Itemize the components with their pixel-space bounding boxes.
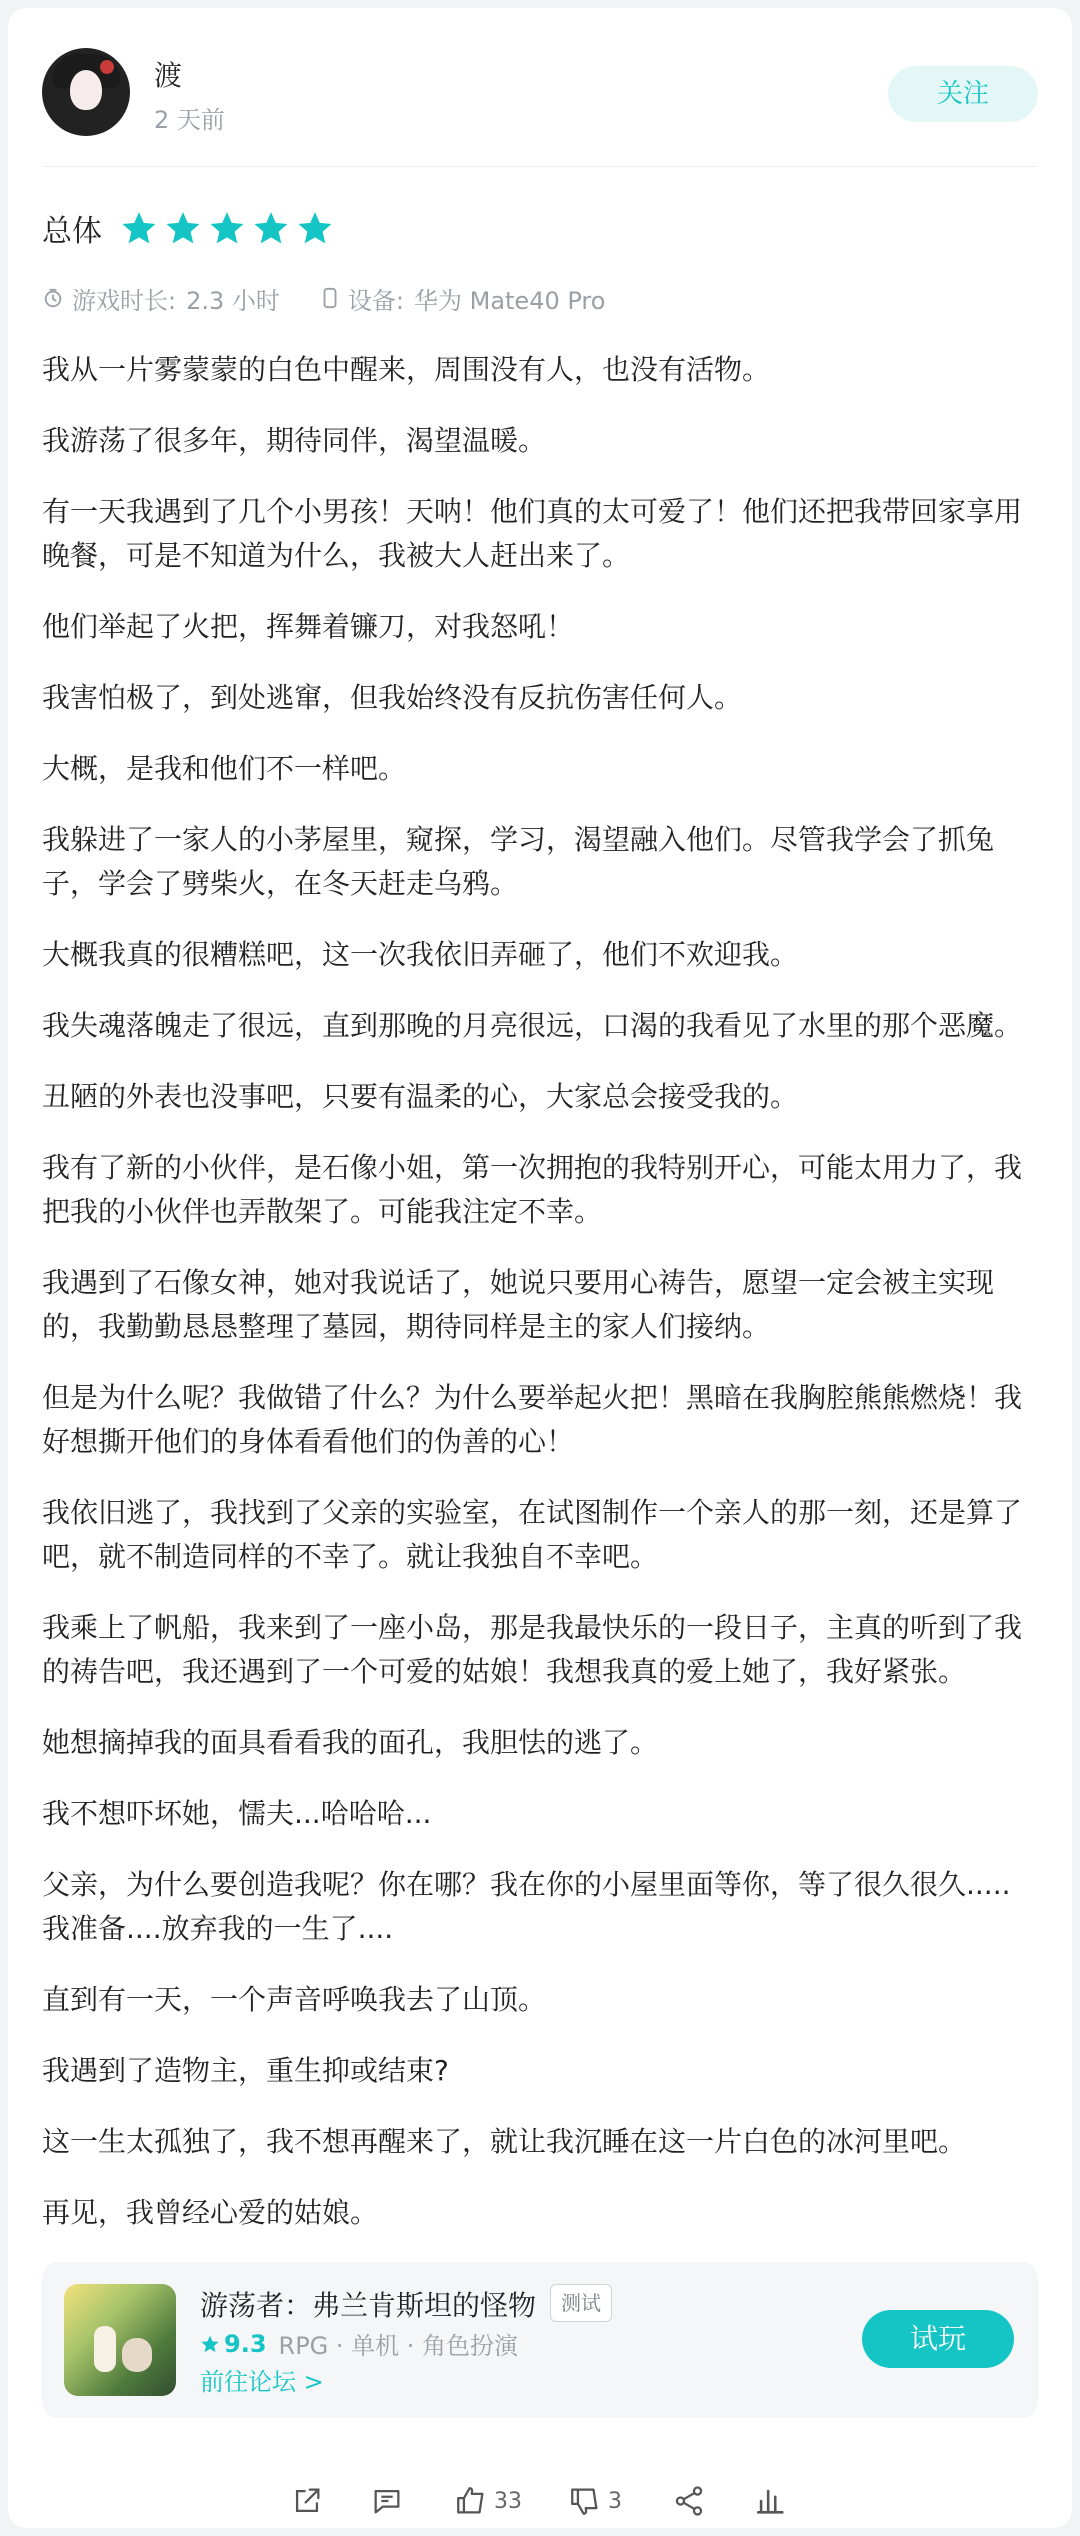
rating-row: [42, 198, 340, 258]
game-info: [200, 2326, 518, 2361]
review-paragraph: 父亲，为什么要创造我呢？你在哪？我在你的小屋里面等你，等了很久很久.....我准备....放弃我的一生了....: [42, 1868, 1011, 1945]
game-title[interactable]: 游荡者：弗兰肯斯坦的怪物: [200, 2289, 537, 2322]
share-out-icon: [290, 2484, 324, 2518]
review-paragraph: 直到有一天，一个声音呼唤我去了山顶。: [42, 1983, 547, 2016]
review-body: [42, 348, 1038, 2262]
game-card[interactable]: [42, 2262, 1038, 2418]
stats-button[interactable]: [754, 2484, 794, 2518]
review-paragraph: 我失魂落魄走了很远，直到那晚的月亮很远，口渴的我看见了水里的那个恶魔。: [42, 1009, 1023, 1042]
device-label: 设备:: [347, 286, 404, 315]
like-button[interactable]: [454, 2484, 522, 2518]
thumbs-down-icon: [568, 2484, 602, 2518]
review-paragraph: 我不想吓坏她，懦夫...哈哈哈...: [42, 1797, 432, 1830]
review-paragraph: 他们举起了火把，挥舞着镰刀，对我怒吼！: [42, 610, 575, 643]
review-paragraph: 我遇到了石像女神，她对我说话了，她说只要用心祷告，愿望一定会被主实现的，我勤勤恳恳整理了墓园，期待同样是主的家人们接纳。: [42, 1266, 995, 1343]
post-time: 2 天前: [154, 106, 225, 134]
dislike-count: 3: [608, 2488, 622, 2514]
star-icon: [200, 2334, 220, 2354]
review-paragraph: 我躲进了一家人的小茅屋里，窥探，学习，渴望融入他们。尽管我学会了抓兔子，学会了劈柴火，在冬天赶走乌鸦。: [42, 823, 995, 900]
review-paragraph: 再见，我曾经心爱的姑娘。: [42, 2196, 379, 2229]
share-out-button[interactable]: [290, 2484, 330, 2518]
action-bar: [8, 2484, 1072, 2528]
review-paragraph: 这一生太孤独了，我不想再醒来了，就让我沉睡在这一片白色的冰河里吧。: [42, 2125, 967, 2158]
rating-label: 总体: [42, 214, 102, 249]
review-paragraph: 但是为什么呢？我做错了什么？为什么要举起火把！黑暗在我胸腔熊熊燃烧！我好想撕开他们的身体看看他们的伪善的心！: [42, 1381, 1023, 1458]
share-icon: [672, 2484, 706, 2518]
review-paragraph: 大概我真的很糟糕吧，这一次我依旧弄砸了，他们不欢迎我。: [42, 938, 799, 971]
dislike-button[interactable]: [568, 2484, 622, 2518]
review-paragraph: 她想摘掉我的面具看看我的面孔，我胆怯的逃了。: [42, 1726, 659, 1759]
star-icon: [208, 209, 246, 247]
game-genre: RPG · 单机 · 角色扮演: [278, 2332, 519, 2360]
comment-icon: [370, 2484, 404, 2518]
like-count: 33: [494, 2488, 522, 2514]
review-paragraph: 我乘上了帆船，我来到了一座小岛，那是我最快乐的一段日子，主真的听到了我的祷告吧，我还遇到了一个可爱的姑娘！我想我真的爱上她了，我好紧张。: [42, 1611, 1023, 1688]
forum-link[interactable]: 前往论坛 >: [200, 2368, 324, 2396]
avatar[interactable]: [42, 48, 130, 136]
game-score: 9.3: [224, 2329, 267, 2358]
review-paragraph: 我遇到了造物主，重生抑或结束?: [42, 2054, 449, 2087]
review-paragraph: 我从一片雾蒙蒙的白色中醒来，周围没有人，也没有活物。: [42, 353, 771, 386]
star-icon: [120, 209, 158, 247]
playtime-label: 游戏时长:: [72, 286, 177, 315]
playtime-value: 2.3 小时: [186, 286, 280, 315]
review-header: [42, 44, 1038, 144]
star-icon: [296, 209, 334, 247]
share-button[interactable]: [672, 2484, 712, 2518]
phone-icon: [320, 287, 340, 309]
username[interactable]: 渡: [154, 59, 183, 92]
comment-button[interactable]: [370, 2484, 410, 2518]
thumbs-up-icon: [454, 2484, 488, 2518]
game-thumbnail[interactable]: [64, 2284, 176, 2396]
follow-button[interactable]: 关注: [888, 66, 1038, 122]
play-button[interactable]: 试玩: [862, 2310, 1014, 2368]
star-icon: [252, 209, 290, 247]
review-paragraph: 丑陋的外表也没事吧，只要有温柔的心，大家总会接受我的。: [42, 1080, 799, 1113]
meta-row: [42, 278, 605, 318]
test-badge: 测试: [550, 2284, 612, 2322]
star-icon: [164, 209, 202, 247]
review-card: [8, 8, 1072, 2528]
bar-chart-icon: [754, 2484, 788, 2518]
rating-stars: [120, 209, 340, 247]
review-paragraph: 有一天我遇到了几个小男孩！天呐！他们真的太可爱了！他们还把我带回家享用晚餐，可是不知道为什么，我被大人赶出来了。: [42, 495, 1023, 572]
review-paragraph: 我害怕极了，到处逃窜，但我始终没有反抗伤害任何人。: [42, 681, 743, 714]
clock-icon: [42, 287, 64, 309]
review-paragraph: 我游荡了很多年，期待同伴，渴望温暖。: [42, 424, 547, 457]
review-paragraph: 我依旧逃了，我找到了父亲的实验室，在试图制作一个亲人的那一刻，还是算了吧，就不制造同样的不幸了。就让我独自不幸吧。: [42, 1496, 1023, 1573]
divider: [42, 166, 1038, 167]
review-paragraph: 大概，是我和他们不一样吧。: [42, 752, 407, 785]
device-value: 华为 Mate40 Pro: [413, 286, 606, 315]
review-paragraph: 我有了新的小伙伴，是石像小姐，第一次拥抱的我特别开心，可能太用力了，我把我的小伙伴也弄散架了。可能我注定不幸。: [42, 1151, 1023, 1228]
